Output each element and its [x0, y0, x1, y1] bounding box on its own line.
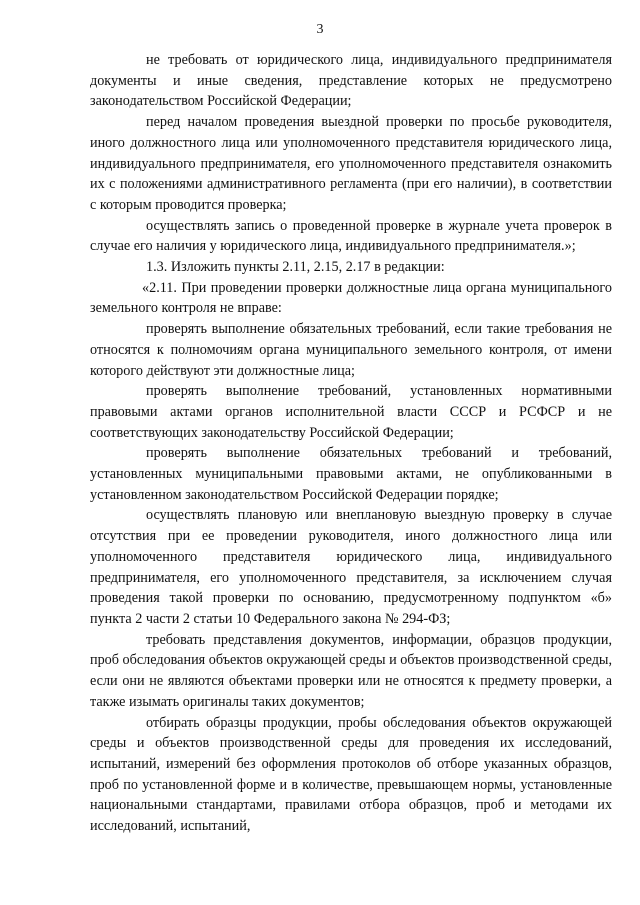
paragraph-check-mandatory-requirements: проверять выполнение обязательных требований, если такие требования не относятся к полномочиям органа муниципального земельного контроля, от имени которого действуют эти должностные лица;: [90, 321, 612, 379]
paragraph-sampling: отбирать образцы продукции, пробы обследования объектов окружающей среды и объектов производственной среды для проведения их исследований, испытаний, измерений без оформления протоколов об отборе указанных образцов, проб по установленной форме и в количестве, превышающем нормы, установленные национальными стандартами, правилами отбора образцов, проб и методами их исследований, испытаний,: [90, 714, 612, 835]
paragraph-amend-clauses: 1.3. Изложить пункты 2.11, 2.15, 2.17 в редакции:: [146, 259, 445, 276]
paragraph-acquaint-regulation: перед началом проведения выездной проверки по просьбе руководителя, иного должностного лица или уполномоченного представителя юридического лица, индивидуального предпринимателя, его уполномоченного представителя ознакомить их с положениями административного регламента (при его наличии), в соответствии с которым проводится проверка;: [90, 114, 612, 213]
paragraph-demand-documents: требовать представления документов, информации, образцов продукции, проб обследования объектов окружающей среды и объектов производственной среды, если они не являются объектами проверки или не относятся к предмету проверки, а также изымать оригиналы таких документов;: [90, 631, 612, 710]
paragraph-no-demand-documents: не требовать от юридического лица, индивидуального предпринимателя документы и иные сведения, представление которых не предусмотрено законодательством Российской Федерации;: [90, 52, 612, 110]
paragraph-check-unpublished-acts: проверять выполнение обязательных требований и требований, установленных муниципальными правовыми актами, не опубликованными в установленном законодательством Российской Федерации порядке;: [90, 445, 612, 503]
paragraph-inspection-absence: осуществлять плановую или внеплановую выездную проверку в случае отсутствия при ее проведении руководителя, иного должностного лица или уполномоченного представителя юридического лица, индивидуального предпринимателя, его уполномоченного представителя, за исключением случая проведения такой проверки по основанию, предусмотренному подпунктом «б» пункта 2 части 2 статьи 10 Федерального закона № 294-ФЗ;: [90, 507, 612, 627]
paragraph-clause-2-11: «2.11. При проведении проверки должностные лица органа муниципального земельного контроля не вправе:: [90, 279, 612, 317]
paragraph-check-ussr-acts: проверять выполнение требований, установленных нормативными правовыми актами органов исполнительной власти СССР и РСФСР и не соответствующих законодательству Российской Федерации;: [90, 383, 612, 441]
paragraph-journal-record: осуществлять запись о проведенной проверке в журнале учета проверок в случае его наличия у юридического лица, индивидуального предпринимателя.»;: [90, 217, 612, 255]
document-body: [90, 50, 612, 837]
page-number: 3: [316, 22, 324, 37]
